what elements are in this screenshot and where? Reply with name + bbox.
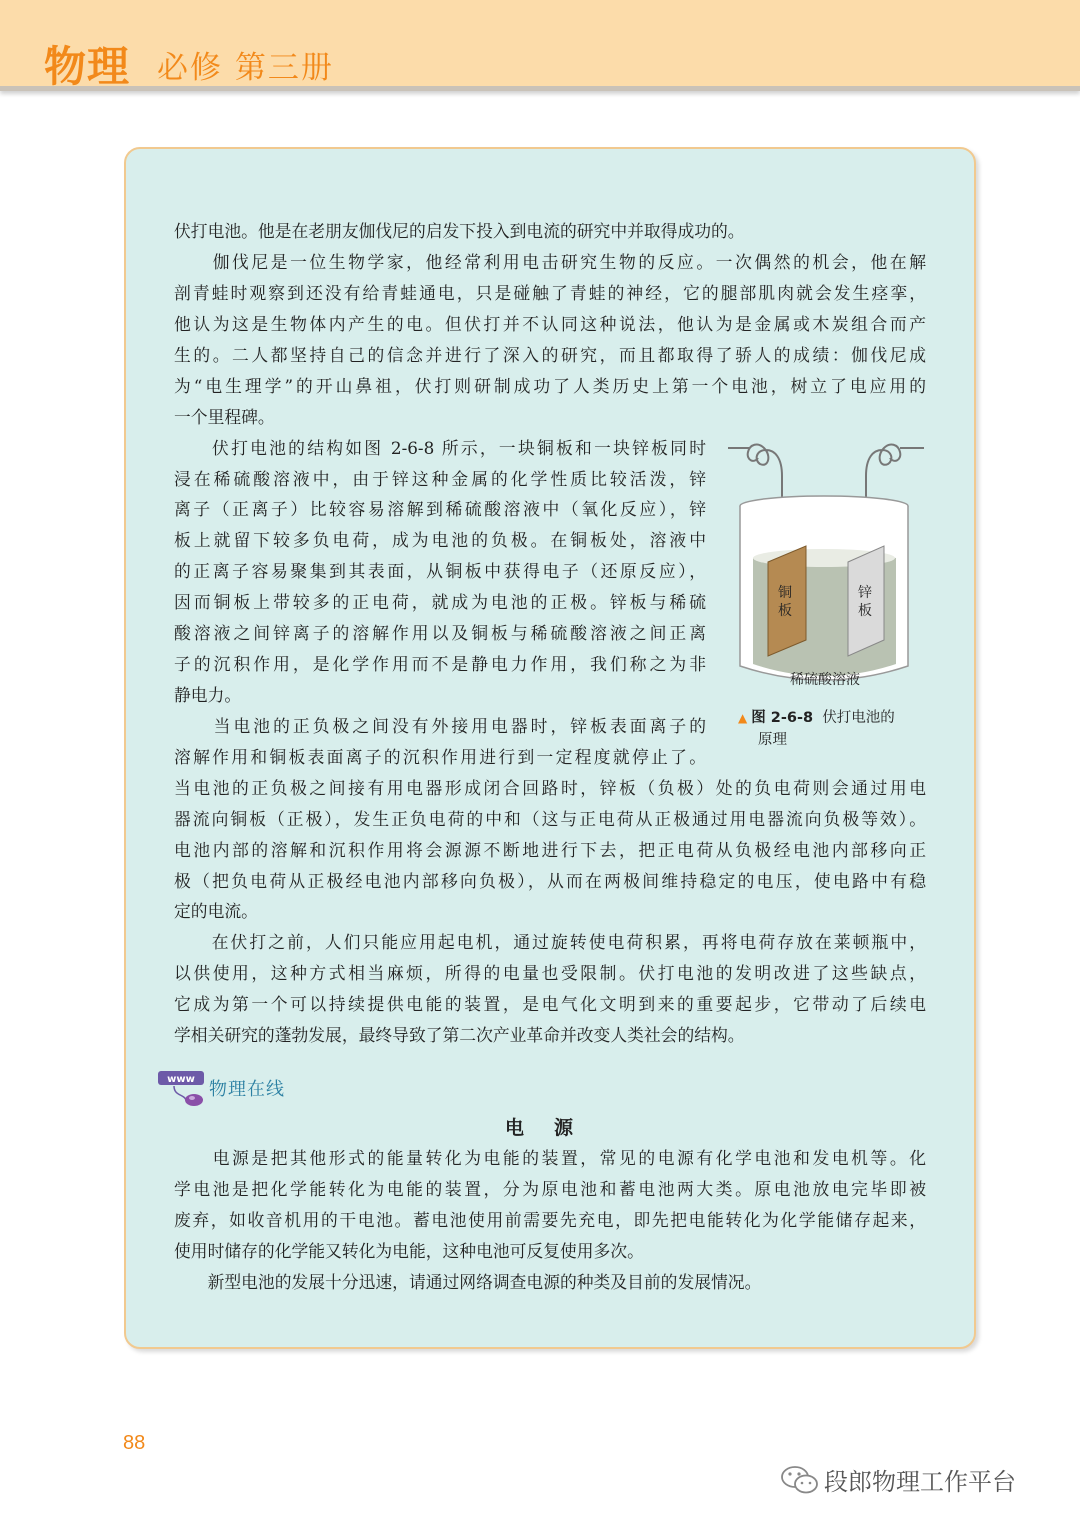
physics-online-title: 物理在线	[209, 1079, 285, 1100]
figure-title: 伏打电池的	[822, 710, 895, 726]
online-line: 电源是把其他形式的能量转化为电能的装置，常见的电源有化学电池和发电机等。化	[174, 1148, 926, 1168]
body-line: 电池内部的溶解和沉积作用将会源源不断地进行下去，把正电荷从负极经电池内部移向正	[174, 840, 926, 860]
body-line: 为“电生理学”的开山鼻祖，伏打则研制成功了人类历史上第一个电池，树立了电应用的	[174, 376, 926, 396]
figure-number: 图 2-6-8	[751, 710, 814, 726]
body-line: 以供使用，这种方式相当麻烦，所得的电量也受限制。伏打电池的发明改进了这些缺点，	[174, 963, 926, 983]
online-line: 学电池是把化学能转化为电能的装置，分为原电池和蓄电池两大类。原电池放电完毕即被	[174, 1179, 926, 1199]
body-line: 一个里程碑。	[174, 407, 275, 427]
copper-plate-label: 铜板	[778, 585, 792, 619]
body-line: 在伏打之前，人们只能应用起电机，通过旋转使电荷积累，再将电荷存放在莱顿瓶中，	[174, 932, 926, 952]
wrap-line: 离子（正离子）比较容易溶解到稀硫酸溶液中（氧化反应），锌	[174, 499, 706, 519]
online-line: 使用时储存的化学能又转化为电能，这种电池可反复使用多次。	[174, 1241, 644, 1261]
wrap-line: 板上就留下较多负电荷，成为电池的负极。在铜板处，溶液中	[174, 530, 706, 550]
zinc-plate-label: 锌板	[858, 585, 872, 619]
online-line: 新型电池的发展十分迅速，请通过网络调查电源的种类及目前的发展情况。	[174, 1272, 762, 1292]
body-line: 学相关研究的蓬勃发展，最终导致了第二次产业革命并改变人类社会的结构。	[174, 1025, 745, 1045]
solution-label: 稀硫酸溶液	[790, 672, 860, 688]
body-line: 生的。二人都坚持自己的信念并进行了深入的研究，而且都取得了骄人的成绩：伽伐尼成	[174, 345, 926, 365]
www-icon-text: www	[167, 1074, 195, 1085]
body-line: 它成为第一个可以持续提供电能的装置，是电气化文明到来的重要起步，它带动了后续电	[174, 994, 926, 1014]
body-line: 他认为这是生物体内产生的电。但伏打并不认同这种说法，他认为是金属或木炭组合而产	[174, 314, 926, 334]
body-line: 伏打电池。他是在老朋友伽伐尼的启发下投入到电流的研究中并取得成功的。	[174, 221, 745, 241]
watermark-text: 段郎物理工作平台	[824, 1468, 1016, 1496]
body-line: 器流向铜板（正极），发生正负电荷的中和（这与正电荷从正极通过用电器流向负极等效）。	[174, 809, 926, 829]
header-band	[0, 0, 1080, 91]
www-mouse-icon	[158, 1068, 208, 1108]
wechat-icon	[780, 1464, 820, 1496]
wrap-line: 伏打电池的结构如图 2-6-8 所示，一块铜板和一块锌板同时	[174, 438, 706, 458]
body-line: 剖青蛙时观察到还没有给青蛙通电，只是碰触了青蛙的神经，它的腿部肌肉就会发生痉挛，	[174, 283, 926, 303]
figure-title-cont: 原理	[758, 732, 787, 748]
wrap-line: 当电池的正负极之间没有外接用电器时，锌板表面离子的	[174, 716, 706, 736]
body-line: 当电池的正负极之间接有用电器形成闭合回路时，锌板（负极）处的负电荷则会通过用电	[174, 778, 926, 798]
body-line: 伽伐尼是一位生物学家，他经常利用电击研究生物的反应。一次偶然的机会，他在解	[174, 252, 926, 272]
figure-caption	[738, 706, 938, 730]
wrap-line: 静电力。	[174, 685, 242, 705]
book-subtitle: 必修 第三册	[157, 50, 334, 86]
section-title: 电源	[505, 1117, 604, 1139]
wrap-line: 因而铜板上带较多的正电荷，就成为电池的正极。锌板与稀硫	[174, 592, 706, 612]
wrap-line: 子的沉积作用，是化学作用而不是静电力作用，我们称之为非	[174, 654, 706, 674]
page-number: 88	[123, 1432, 146, 1454]
wrap-line: 酸溶液之间锌离子的溶解作用以及铜板与稀硫酸溶液之间正离	[174, 623, 706, 643]
body-line: 极（把负电荷从正极经电池内部移向负极），从而在两极间维持稳定的电压，使电路中有稳	[174, 871, 926, 891]
wrap-line: 的正离子容易聚集到其表面，从铜板中获得电子（还原反应），	[174, 561, 706, 581]
wrap-line: 溶解作用和铜板表面离子的沉积作用进行到一定程度就停止了。	[174, 747, 706, 767]
triangle-icon: ▲	[738, 711, 748, 725]
voltaic-cell-figure	[720, 436, 932, 696]
online-line: 废弃，如收音机用的干电池。蓄电池使用前需要先充电，即先把电能转化为化学能储存起来，	[174, 1210, 926, 1230]
book-title: 物理	[44, 42, 131, 91]
body-line: 定的电流。	[174, 901, 258, 921]
wrap-line: 浸在稀硫酸溶液中，由于锌这种金属的化学性质比较活泼，锌	[174, 469, 706, 489]
